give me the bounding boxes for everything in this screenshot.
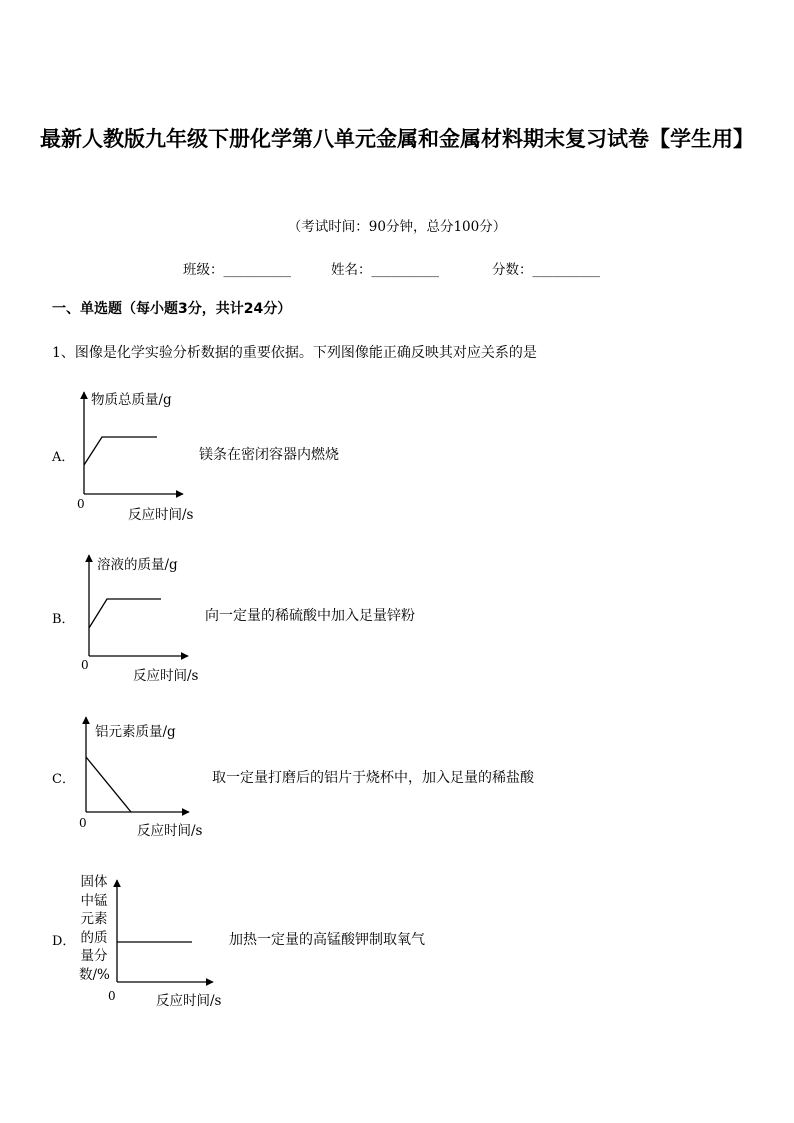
class-blank[interactable]: __________ xyxy=(223,262,291,278)
option-a-letter[interactable]: A． xyxy=(52,450,75,465)
option-c-description: 取一定量打磨后的铝片于烧杯中，加入足量的稀盐酸 xyxy=(212,770,534,786)
graph-a-ylabel: 物质总质量/g xyxy=(91,392,172,408)
graph-d-ylabel-line-2: 中锰 xyxy=(80,892,108,909)
exam-title: 最新人教版九年级下册化学第八单元金属和金属材料期末复习试卷【学生用】 xyxy=(40,127,754,151)
score-blank[interactable]: __________ xyxy=(532,262,600,278)
graph-d-ylabel-line-6: 数/% xyxy=(79,966,110,983)
graph-c-xlabel: 反应时间/s xyxy=(137,823,203,839)
graph-c-ylabel: 铝元素质量/g xyxy=(95,724,176,740)
option-b-description: 向一定量的稀硫酸中加入足量锌粉 xyxy=(205,608,415,624)
class-label: 班级： xyxy=(183,262,224,278)
question-stem: 1、图像是化学实验分析数据的重要依据。下列图像能正确反映其对应关系的是 xyxy=(52,345,537,361)
graph-d-ylabel-line-3: 元素 xyxy=(80,911,108,928)
graph-d-ylabel-line-1: 固体 xyxy=(80,874,108,890)
name-label: 姓名： xyxy=(331,262,372,278)
graph-d-ylabel-line-4: 的质 xyxy=(80,929,108,946)
graph-d-ylabel-line-5: 量分 xyxy=(80,948,108,965)
section-heading: 一、单选题（每小题3分，共计24分） xyxy=(52,301,292,317)
graph-c-origin: 0 xyxy=(79,816,87,830)
option-b-letter[interactable]: B． xyxy=(52,612,75,627)
option-d-letter[interactable]: D． xyxy=(52,934,76,949)
graph-d-origin: 0 xyxy=(108,989,116,1003)
option-c-letter[interactable]: C． xyxy=(52,772,75,787)
graph-b-ylabel: 溶液的质量/g xyxy=(97,557,178,573)
graph-b-origin: 0 xyxy=(81,658,89,672)
graph-d-xlabel: 反应时间/s xyxy=(156,993,222,1009)
score-label: 分数： xyxy=(492,262,533,278)
exam-subtitle: （考试时间：90分钟，总分100分） xyxy=(287,219,507,235)
graph-b-xlabel: 反应时间/s xyxy=(133,668,199,684)
graph-a-origin: 0 xyxy=(77,497,85,511)
name-blank[interactable]: __________ xyxy=(371,262,439,278)
option-d-description: 加热一定量的高锰酸钾制取氧气 xyxy=(229,932,425,948)
graph-a-xlabel: 反应时间/s xyxy=(128,507,194,523)
option-a-description: 镁条在密闭容器内燃烧 xyxy=(199,447,339,463)
